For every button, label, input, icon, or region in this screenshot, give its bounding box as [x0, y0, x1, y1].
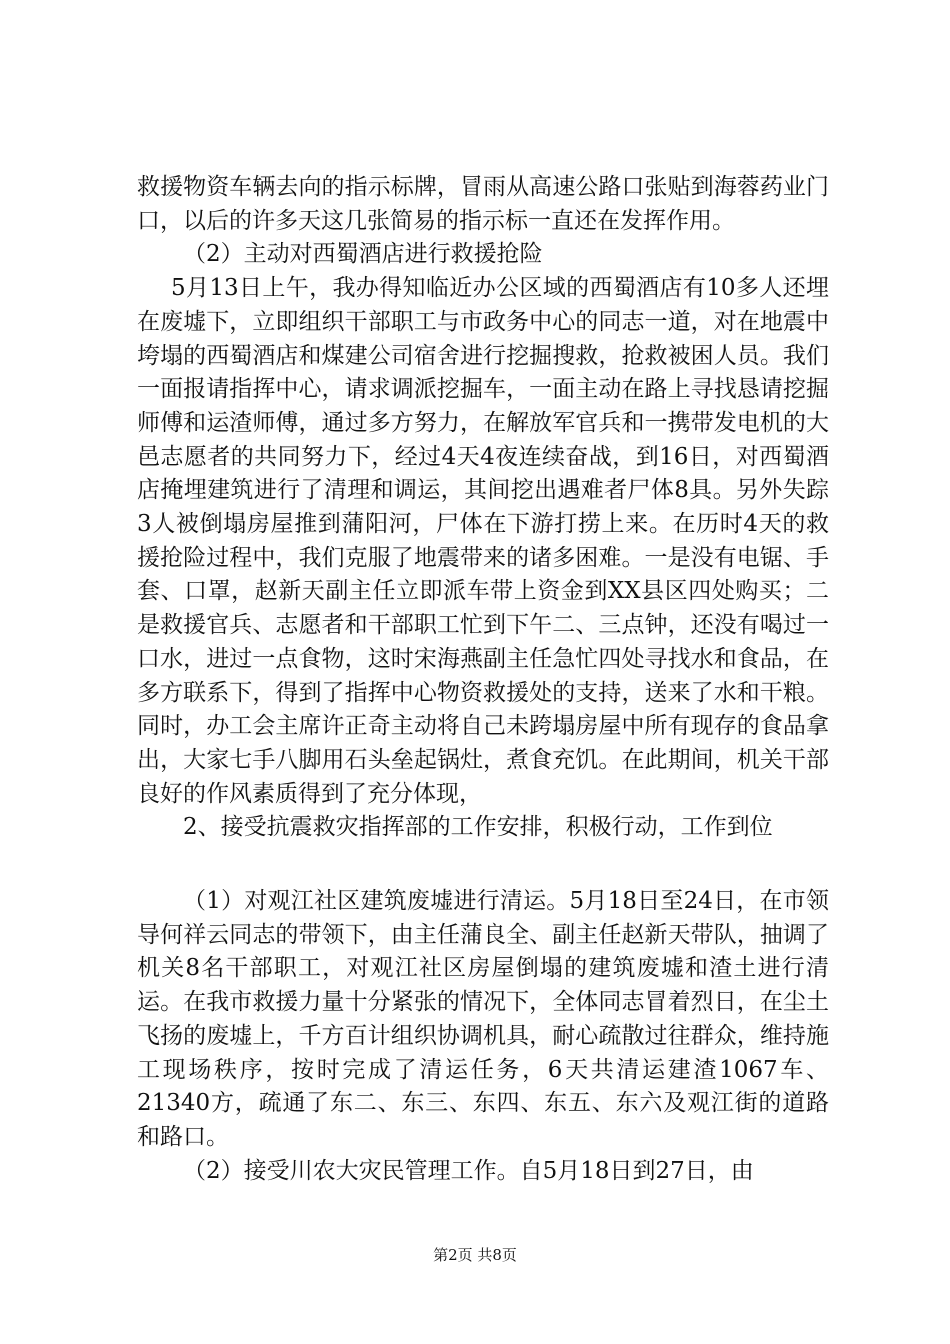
paragraph-continuation: 救援物资车辆去向的指示标牌，冒雨从高速公路口张贴到海蓉药业门口，以后的许多天这几张简易的指示标一直还在发挥作用。: [137, 174, 829, 234]
paragraph-rescue-details: 5月13日上午，我办得知临近办公区域的西蜀酒店有10多人还埋在废墟下，立即组织干部职工与市政务中心的同志一道，对在地震中垮塌的西蜀酒店和煤建公司宿舍进行挖掘搜救，抢救被困人员。我们一面报请指挥中心，请求调派挖掘车，一面主动在路上寻找恳请挖掘师傅和运渣师傅，通过多方努力，在解放军官兵和一携带发电机的大邑志愿者的共同努力下，经过4天4夜连续奋战，到16日，对西蜀酒店掩埋建筑进行了清理和调运，其间挖出遇难者尸体8具。另外失踪3人被倒塌房屋推到蒲阳河，尸体在下游打捞上来。在历时4天的救援抢险过程中，我们克服了地震带来的诸多困难。一是没有电锯、手套、口罩，赵新天副主任立即派车带上资金到XX县区四处购买；二是救援官兵、志愿者和干部职工忙到下午二、三点钟，还没有喝过一口水，进过一点食物，这时宋海燕副主任急忙四处寻找水和食品，在多方联系下，得到了指挥中心物资救援处的支持，送来了水和干粮。同时，办工会主席许正奇主动将自己未跨塌房屋中所有现存的食品拿出，大家七手八脚用石头垒起锅灶，煮食充饥。在此期间，机关干部良好的作风素质得到了充分体现，: [137, 275, 829, 807]
section-heading-work-arrangement: 2、接受抗震救灾指挥部的工作安排，积极行动，工作到位: [183, 814, 773, 841]
paragraph-guanjiang-cleanup: （1）对观江社区建筑废墟进行清运。5月18日至24日，在市领导何祥云同志的带领下，由主任蒲良全、副主任赵新天带队，抽调了机关8名干部职工，对观江社区房屋倒塌的建筑废墟和渣土进行清运。在我市救援力量十分紧张的情况下，全体同志冒着烈日，在尘土飞扬的废墟上，千方百计组织协调机具，耐心疏散过往群众，维持施工现场秩序，按时完成了清运任务，6天共清运建渣1067车、21340方，疏通了东二、东三、东四、东五、东六及观江街的道路和路口。: [137, 888, 829, 1150]
page-number-footer: 第2页 共8页: [433, 1246, 517, 1264]
subheading-xishu-hotel-rescue: （2）主动对西蜀酒店进行救援抢险: [183, 241, 543, 268]
paragraph-chuannong-management: （2）接受川农大灾民管理工作。自5月18日到27日，由: [183, 1157, 754, 1184]
document-body: [137, 171, 829, 1188]
